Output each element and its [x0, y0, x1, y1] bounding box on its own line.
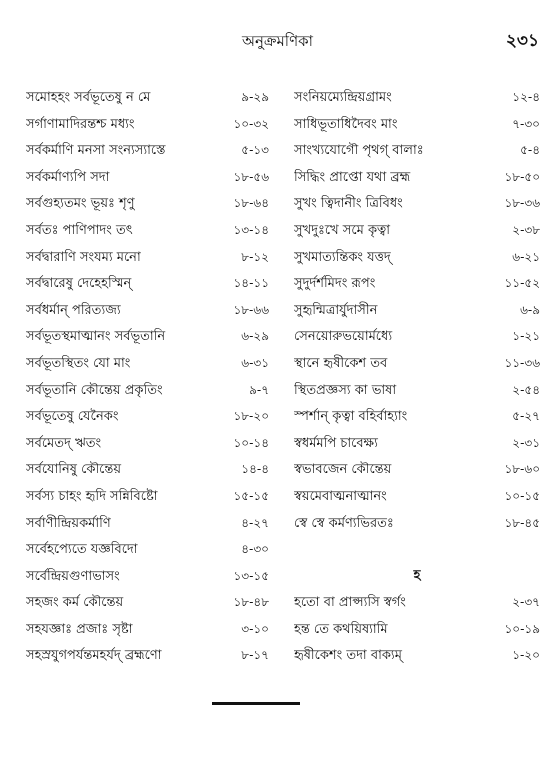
- index-entry-ref: ৪-২৭: [241, 515, 269, 530]
- index-entry-text: সুখমাত্যন্তিকং যত্তদ্: [294, 249, 391, 265]
- index-entry-ref: ১৮-৪৫: [504, 515, 540, 530]
- index-entry-text: সহস্রযুগপর্যন্তমহর্যদ্ ব্রহ্মণো: [26, 648, 162, 664]
- index-entry: [26, 616, 269, 643]
- index-entry-ref: ১-২১: [512, 329, 540, 344]
- index-entry-text: স্থিতপ্রজ্ঞস্য কা ভাষা: [294, 382, 397, 398]
- index-entry: [26, 350, 269, 377]
- index-entry-text: সর্বেহপ্যেতে যজ্ঞবিদো: [26, 542, 138, 558]
- index-entry-text: হন্ত তে কথয়িষ্যামি: [294, 621, 388, 637]
- index-entry-ref: ৯-২৯: [241, 90, 269, 104]
- index-entry-text: স্বয়মেবাত্মনাত্মানং: [294, 488, 387, 504]
- index-entry: [294, 616, 540, 643]
- index-entry-ref: ৪-৩০: [241, 542, 269, 557]
- index-entry-text: সর্বকর্মাণি মনসা সংন্যস্যাস্তে: [26, 143, 166, 159]
- page-number: ২৩১: [505, 31, 539, 51]
- index-entry: [26, 377, 269, 404]
- index-entry: [26, 323, 269, 350]
- footer-rule: [212, 702, 300, 705]
- index-entry: [294, 456, 540, 483]
- index-entry-ref: ১-২০: [512, 648, 540, 663]
- index-entry-text: সর্বাণীন্দ্রিয়কর্মাণি: [26, 515, 111, 531]
- index-entry: [294, 403, 540, 430]
- index-entry-ref: ৬-২১: [512, 249, 540, 264]
- index-entry-ref: ৬-৩১: [241, 355, 269, 370]
- index-entry-text: স্বভাবজেন কৌন্তেয়: [294, 462, 392, 478]
- index-entry-text: সর্বভূতানি কৌন্তেয় প্রকৃতিং: [26, 382, 163, 398]
- index-entry: [26, 403, 269, 430]
- index-entry-ref: ৮-১৭: [241, 648, 269, 663]
- index-entry-ref: ১৮-৫০: [504, 169, 540, 184]
- index-entry-ref: ১৮-৪৮: [233, 595, 269, 610]
- index-entry-ref: ৩-১০: [241, 621, 269, 636]
- index-entry: [26, 483, 269, 510]
- index-entry: [294, 84, 540, 111]
- index-entry: [26, 244, 269, 271]
- index-entry-ref: ১০-১৯: [504, 621, 540, 636]
- index-entry-text: সুদুর্দর্শমিদং রূপং: [294, 276, 376, 292]
- index-entry-text: স্বে স্বে কর্মণ্যভিরতঃ: [294, 515, 394, 531]
- index-entry: [294, 190, 540, 217]
- index-entry: [294, 377, 540, 404]
- index-entry: [294, 217, 540, 244]
- index-entry-ref: ১৮-৫৬: [233, 169, 269, 184]
- index-entry-ref: ১১-৩৬: [504, 355, 540, 370]
- index-entry-text: সর্বস্য চাহং হৃদি সন্নিবিষ্টো: [26, 488, 158, 504]
- index-entry-ref: ৫-৪: [520, 143, 540, 158]
- index-entry-ref: ১৮-৬৬: [233, 302, 269, 317]
- index-entry-ref: ১০-১৫: [504, 488, 540, 503]
- index-entry-text: সর্বমেতদ্ ঋতং: [26, 435, 102, 451]
- index-entry-text: সংনিয়ম্যেন্দ্রিয়গ্রামং: [294, 90, 392, 105]
- index-entry: [26, 217, 269, 244]
- index-entry-ref: ১৪-১১: [233, 276, 269, 291]
- index-entry-text: সর্বভূতস্থমাত্মানং সর্বভূতানি: [26, 329, 166, 345]
- index-entry-ref: ৯-৭: [249, 382, 269, 397]
- page-title: অনুক্রমণিকা: [241, 32, 314, 50]
- index-entry-ref: ২-৩৭: [512, 595, 540, 610]
- index-entry-text: সর্বভূতস্থিতং যো মাং: [26, 355, 131, 371]
- index-entry-ref: ১৩-১৫: [233, 568, 269, 583]
- index-entry-ref: ১২-৪: [512, 90, 540, 104]
- index-entry-text: হতো বা প্রাপ্স্যসি স্বর্গং: [294, 595, 406, 611]
- index-entry: [294, 350, 540, 377]
- index-entry-ref: ২-৩১: [512, 435, 540, 450]
- index-entry-text: সর্বতঃ পাণিপাদং তৎ: [26, 222, 133, 238]
- index-entry: [294, 536, 540, 563]
- index-entry-text: সহযজ্ঞাঃ প্রজাঃ সৃষ্টা: [26, 621, 133, 637]
- index-entry-text: সর্বদ্বারাণি সংযম্য মনো: [26, 249, 141, 265]
- index-entry-ref: ২-৫৪: [512, 382, 540, 397]
- index-entry: [294, 510, 540, 537]
- index-entry: [26, 111, 269, 138]
- index-entry-ref: ১৮-৬৪: [233, 196, 269, 211]
- index-entry-ref: ১৩-১৪: [233, 222, 269, 237]
- index-entry: [294, 164, 540, 191]
- index-entry-text: সুহৃন্মিত্রার্যুদাসীন: [294, 302, 378, 318]
- index-entry: [294, 270, 540, 297]
- index-entry-text: সহজং কর্ম কৌন্তেয়: [26, 595, 124, 611]
- index-entry: [26, 84, 269, 111]
- index-entry: [294, 483, 540, 510]
- index-entry: [294, 244, 540, 271]
- index-entry: [26, 270, 269, 297]
- index-entry-text: সর্বভূতেষু যেনৈকং: [26, 409, 119, 425]
- index-entry: [294, 642, 540, 669]
- index-entry-text: সাংখ্যযোগৌ পৃথগ্ বালাঃ: [294, 143, 424, 159]
- index-entry-text: সাধিভূতাধিদৈবং মাং: [294, 116, 398, 132]
- index-entry-text: সর্বযোনিষু কৌন্তেয়: [26, 462, 122, 478]
- index-column-left: [26, 84, 269, 669]
- index-entry-text: সর্বেন্দ্রিয়গুণাভাসং: [26, 568, 120, 584]
- index-entry-ref: ৬-২৯: [241, 329, 269, 344]
- index-entry: [294, 111, 540, 138]
- index-entry-text: সুখং ত্বিদানীং ত্রিবিধং: [294, 196, 403, 212]
- index-entry: [26, 642, 269, 669]
- index-entry-ref: ১৪-৪: [241, 462, 269, 477]
- index-entry: [26, 297, 269, 324]
- index-entry-ref: ১৮-৬০: [504, 462, 540, 477]
- index-entry: [294, 430, 540, 457]
- index-entry: [294, 323, 540, 350]
- index-entry: [26, 563, 269, 590]
- index-entry-ref: ১০-১৪: [233, 435, 269, 450]
- index-letter-heading: হ: [413, 567, 421, 583]
- index-entry-text: হৃষীকেশং তদা বাক্যম্: [294, 648, 402, 664]
- page-header: [0, 26, 555, 50]
- index-entry-text: সর্গাণামাদিরন্তশ্চ মধ্যং: [26, 116, 135, 132]
- index-entry-text: সর্বদ্বারেষু দেহেহস্মিন্: [26, 276, 132, 292]
- index-entry-ref: ৭-৩০: [512, 116, 540, 131]
- index-column-right: [294, 84, 540, 669]
- index-entry-text: স্বধর্মমপি চাবেক্ষ্য: [294, 435, 378, 451]
- index-entry-text: সর্বগুহ্যতমং ভূয়ঃ শৃণু: [26, 196, 135, 212]
- index-entry-text: স্পর্শান্ কৃত্বা বহির্বাহ্যাং: [294, 409, 408, 425]
- index-entry-text: সমোহহং সর্বভূতেষু ন মে: [26, 90, 151, 105]
- index-entry-ref: ১১-৫২: [504, 276, 540, 291]
- index-entry-text: সর্বকর্মাণ্যপি সদা: [26, 169, 110, 185]
- index-entry-text: সিদ্ধিং প্রাপ্তো যথা ব্রহ্ম: [294, 169, 411, 185]
- index-entry-ref: ১৮-২০: [233, 409, 269, 424]
- index-entry-ref: ৬-৯: [520, 302, 540, 317]
- index-entry: [26, 164, 269, 191]
- index-entry: [26, 190, 269, 217]
- index-entry: [26, 589, 269, 616]
- index-entry-text: সেনয়োরুভয়োর্মধ্যে: [294, 329, 393, 345]
- index-entry-ref: ৮-১২: [241, 249, 269, 264]
- index-entry-ref: ১০-৩২: [233, 116, 269, 131]
- index-entry-ref: ১৫-১৫: [233, 488, 269, 503]
- index-entry-text: সুখদুঃখে সমে কৃত্বা: [294, 222, 391, 238]
- index-entry: [26, 137, 269, 164]
- index-entry: [26, 456, 269, 483]
- index-entry: [294, 297, 540, 324]
- index-entry: [26, 430, 269, 457]
- index-entry: [294, 589, 540, 616]
- index-entry-ref: ১৮-৩৬: [504, 196, 540, 211]
- index-entry-ref: ২-৩৮: [512, 222, 540, 237]
- index-entry: [26, 536, 269, 563]
- index-entry: [294, 137, 540, 164]
- index-entry-text: স্থানে হৃষীকেশ তব: [294, 355, 388, 371]
- index-entry-ref: ৫-১৩: [241, 143, 269, 158]
- index-entry-ref: ৫-২৭: [512, 409, 540, 424]
- index-entry-text: সর্বধর্মান্ পরিত্যজ্য: [26, 302, 121, 318]
- index-entry: [26, 510, 269, 537]
